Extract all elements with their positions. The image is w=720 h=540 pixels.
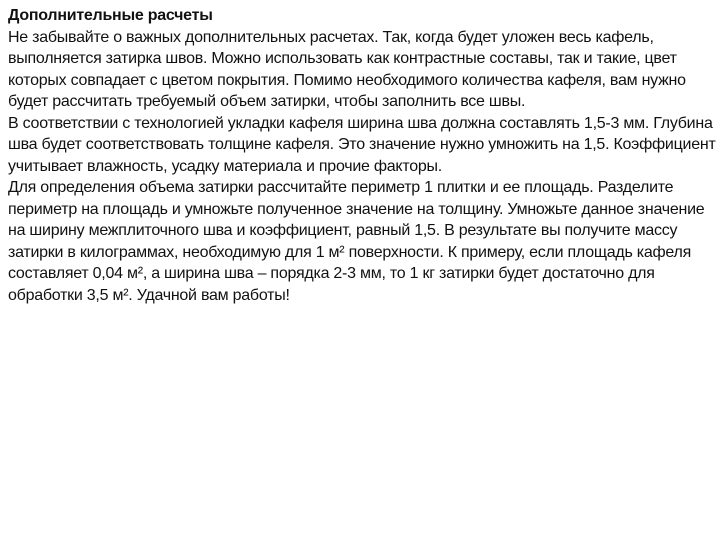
paragraph-grout-calculation: Для определения объема затирки рассчитайте периметр 1 плитки и ее площадь. Разделите периметр на площадь и умножьте полученное значение на толщину. Умножьте данное значение на ширину межплиточного шва и коэффициент, равный 1,5. В результате вы получите массу затирки в килограммах, необходимую для 1 м² поверхности. К примеру, если площадь кафеля составляет 0,04 м², а ширина шва – порядка 2-3 мм, то 1 кг затирки будет достаточно для обработки 3,5 м². Удачной вам работы! — [8, 179, 705, 304]
article — [8, 5, 716, 306]
article-title: Дополнительные расчеты — [8, 7, 213, 24]
paragraph-grout-intro: Не забывайте о важных дополнительных расчетах. Так, когда будет уложен весь кафель, выполняется затирка швов. Можно использовать как контрастные составы, так и такие, цвет которых совпадает с цветом покрытия. Помимо необходимого количества кафеля, вам нужно будет рассчитать требуемый объем затирки, чтобы заполнить все швы. — [8, 28, 686, 110]
paragraph-joint-width: В соответствии с технологией укладки кафеля ширина шва должна составлять 1,5-3 мм. Глубина шва будет соответствовать толщине кафеля. Это значение нужно умножить на 1,5. Коэффициент учитывает влажность, усадку материала и прочие факторы. — [8, 114, 716, 175]
